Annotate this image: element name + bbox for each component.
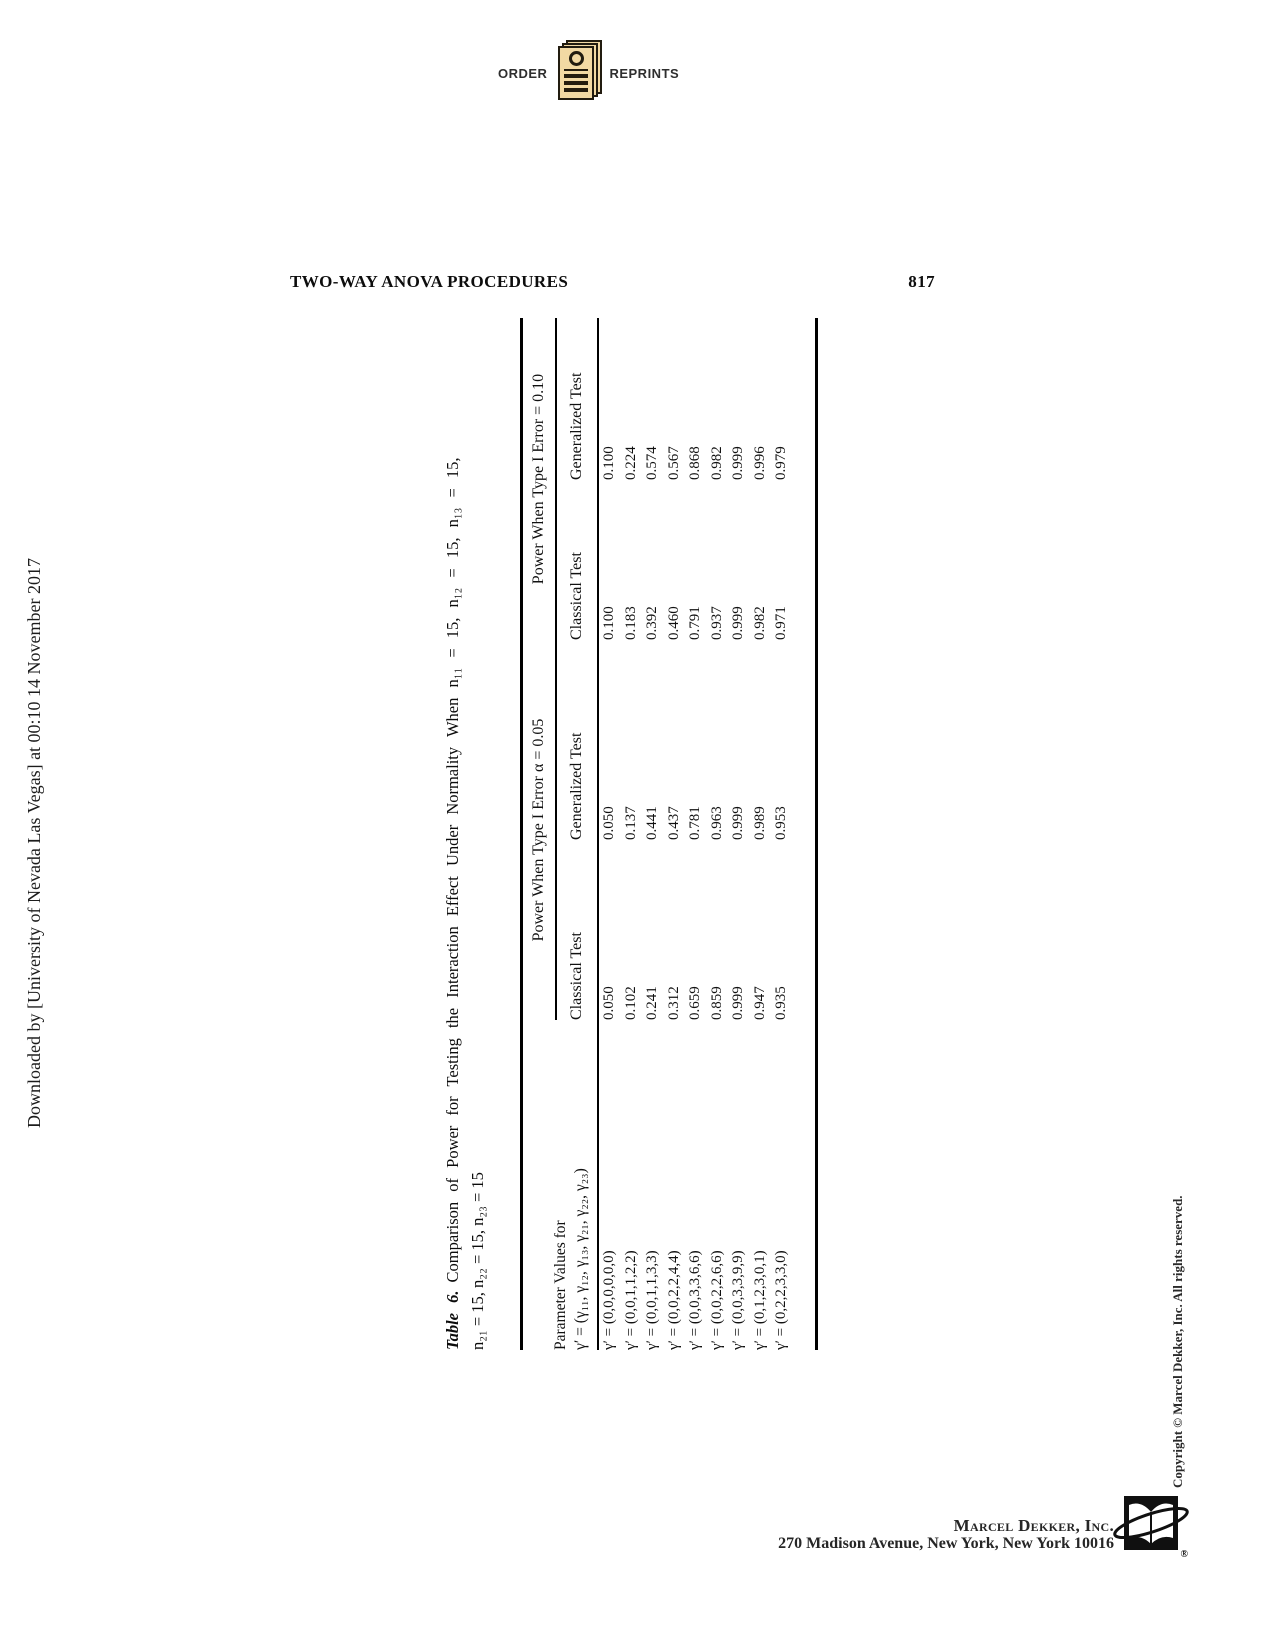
subheader-generalized-010: Generalized Test (568, 372, 585, 480)
text-bar (564, 81, 588, 85)
circle-glyph (569, 51, 584, 66)
publisher-footer (640, 1516, 1114, 1553)
publisher-name: Marcel Dekker, Inc. (953, 1516, 1114, 1535)
table-number: Table 6. (443, 1290, 462, 1350)
reprints-document-stack-icon (554, 40, 602, 106)
table-header (523, 318, 597, 1350)
running-head (290, 272, 935, 292)
group-header-alpha-010: Power When Type I Error = 0.10 Classical Test Generalized Test (523, 318, 597, 640)
subheader-classical-010: Classical Test (568, 552, 585, 640)
order-label: ORDER (498, 65, 548, 81)
table-title-line2: n₂₁ = 15, n₂₂ = 15, n₂₃ = 15 (468, 1172, 487, 1350)
group-header-alpha-005: Power When Type I Error α = 0.05 Classical Test Generalized Test (523, 640, 597, 1020)
order-reprints-link[interactable] (498, 38, 679, 108)
table-row: γ′ = (0,2,2,3,3,0) 0.935 0.953 0.971 0.979 (773, 446, 790, 1350)
reprints-label: REPRINTS (609, 65, 680, 81)
table-title-line1: Comparison of Power for Testing the Interaction Effect Under Normality When n₁₁ = 15, n₁₂ = 15, n₁₃ = 15, (443, 457, 462, 1283)
running-title: TWO-WAY ANOVA PROCEDURES (290, 272, 569, 291)
table-row: γ′ = (0,0,1,1,2,2) 0.102 0.137 0.183 0.224 (622, 446, 639, 1350)
table-row: γ′ = (0,1,2,3,0,1) 0.947 0.989 0.982 0.996 (751, 446, 768, 1350)
subheader-generalized-005: Generalized Test (568, 732, 585, 840)
subheader-classical-005: Classical Test (568, 932, 585, 1020)
publisher-address: 270 Madison Avenue, New York, New York 10016 (778, 1535, 1114, 1552)
table-row: γ′ = (0,0,3,3,6,6) 0.659 0.781 0.791 0.868 (687, 446, 704, 1350)
table-bottom-rule (815, 318, 818, 1350)
table-row: γ′ = (0,0,2,2,4,4) 0.312 0.437 0.460 0.567 (665, 446, 682, 1350)
registered-trademark: ® (1180, 1549, 1188, 1560)
text-bar (564, 88, 588, 92)
text-bar (564, 74, 588, 78)
page-number: 817 (908, 272, 935, 291)
table-row: γ′ = (0,0,1,1,3,3) 0.241 0.441 0.392 0.574 (644, 446, 661, 1350)
rule-glyph (564, 69, 588, 71)
open-book-logo-icon (1112, 1494, 1190, 1556)
param-column-header: Parameter Values for γ′ = (γ₁₁, γ₁₂, γ₁₃, γ₂₁, γ₂₂, γ₂₃) (552, 1168, 589, 1350)
table-row: γ′ = (0,0,0,0,0,0) 0.050 0.050 0.100 0.100 (601, 446, 618, 1350)
copyright-watermark: Copyright © Marcel Dekker, Inc. All rights reserved. (1170, 1195, 1185, 1488)
download-watermark: Downloaded by [University of Nevada Las Vegas] at 00:10 14 November 2017 (24, 557, 44, 1128)
page-front (558, 46, 594, 100)
table-row: γ′ = (0,0,3,3,9,9) 0.999 0.999 0.999 0.999 (730, 446, 747, 1350)
table-title (440, 318, 520, 1350)
table-row: γ′ = (0,0,2,2,6,6) 0.859 0.963 0.937 0.982 (708, 446, 725, 1350)
marcel-dekker-logo (1112, 1494, 1190, 1560)
rotated-table (440, 318, 820, 1350)
table-body (599, 318, 815, 1350)
